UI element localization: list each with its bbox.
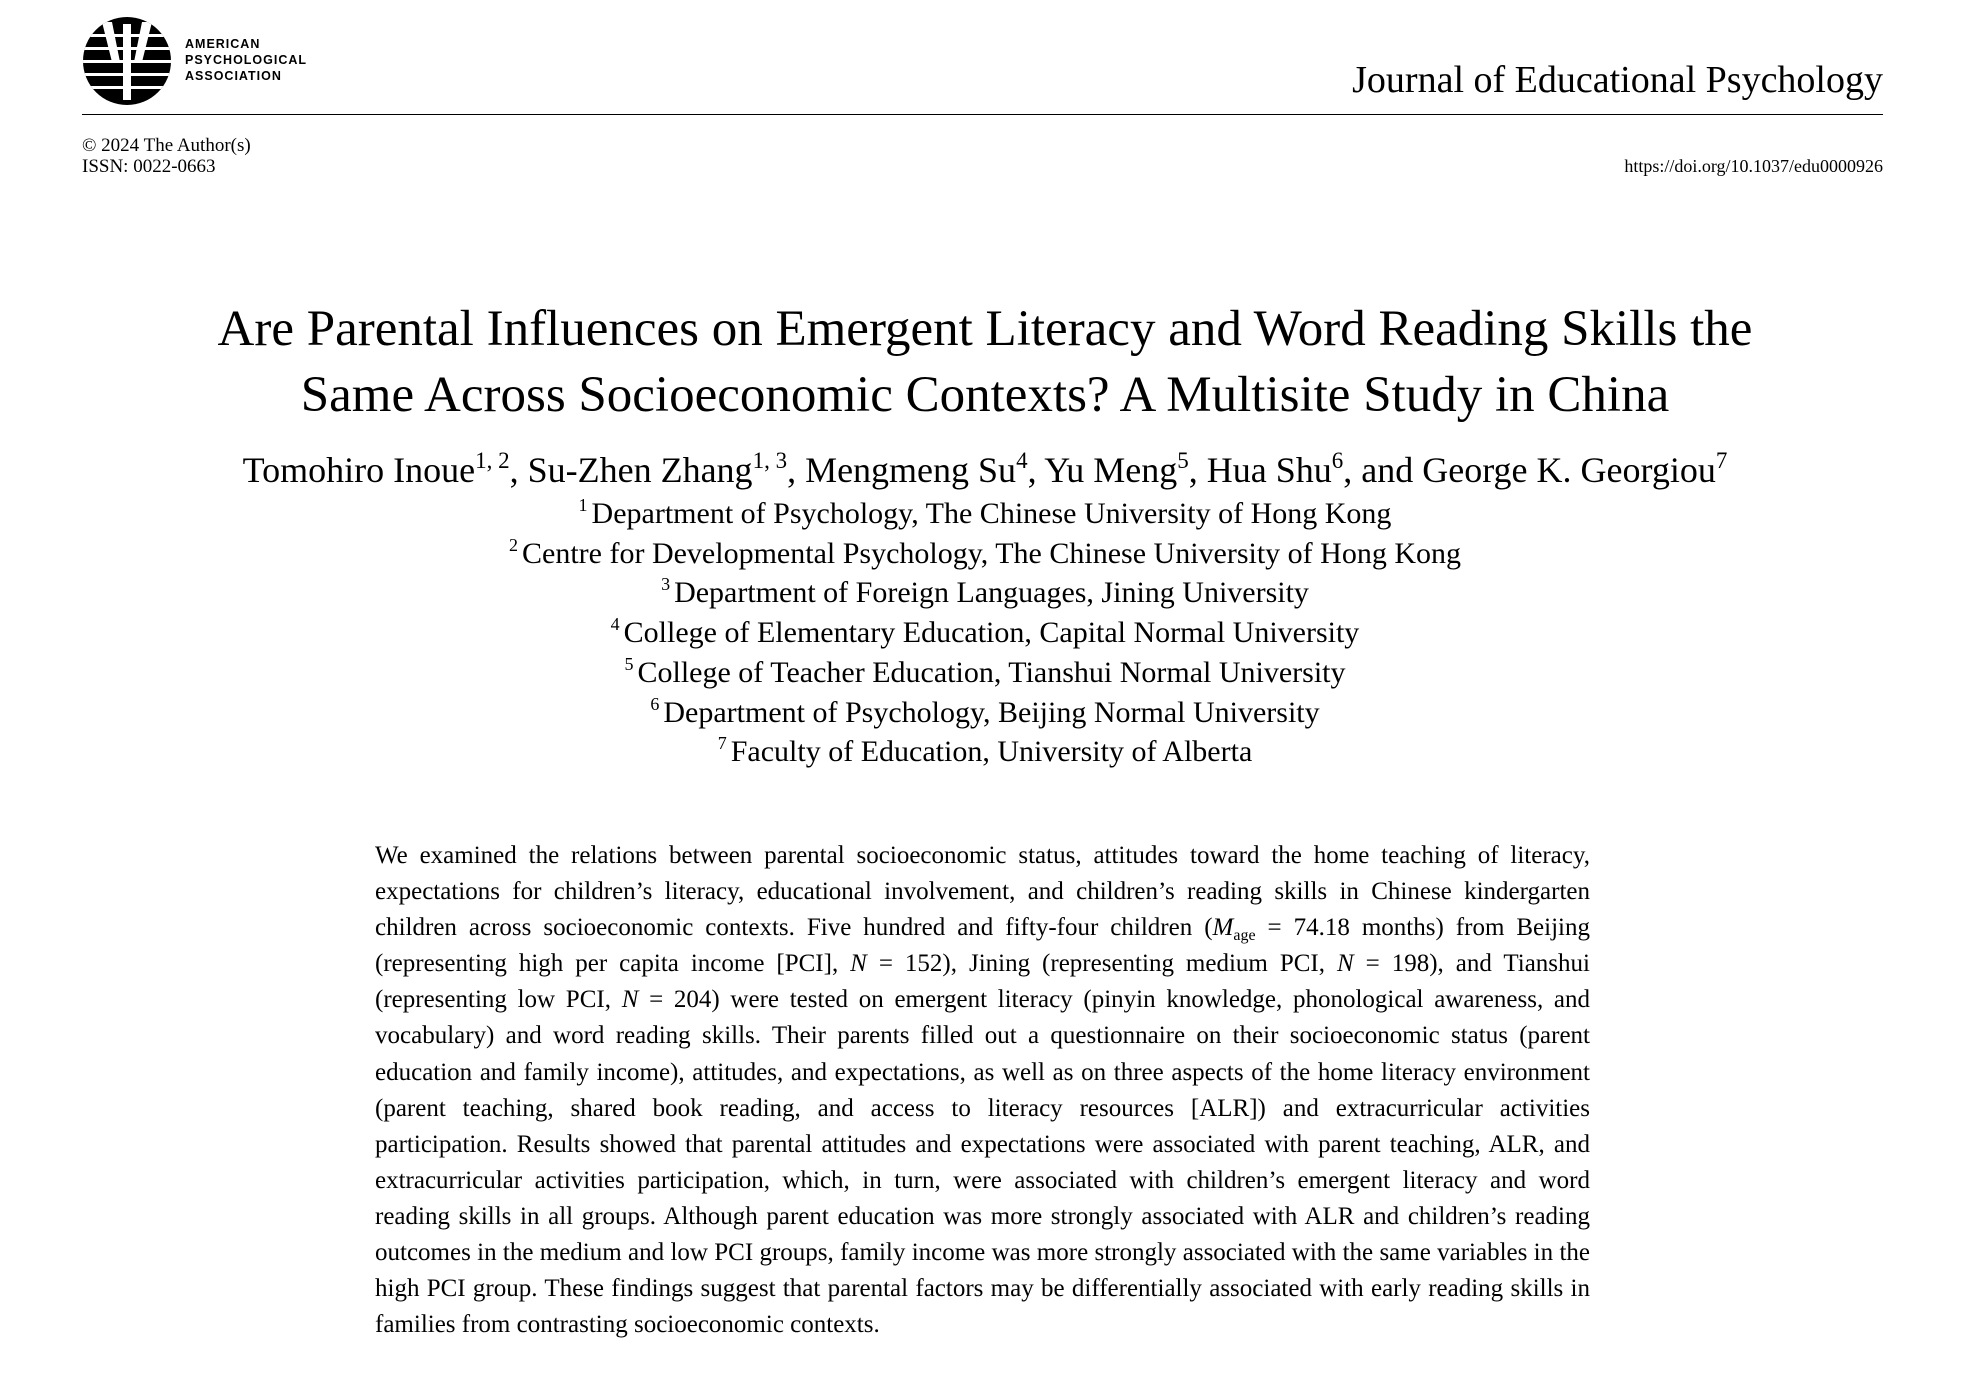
affiliation-number: 4	[610, 614, 620, 635]
publisher-name	[185, 36, 307, 84]
affiliation-item	[0, 732, 1970, 772]
affiliation-item	[0, 534, 1970, 574]
abstract-text: = 204) were tested on emergent literacy (pinyin knowledge, phonological awareness, and vocabulary) and word reading skills. Their parents filled out a questionnaire on their socioeconomic status (parent education and family income), attitudes, and expectations, as well as on three aspects of the home literacy environment (parent teaching, shared book reading, and access to literacy resources [ALR]) and extracurricular activities participation. Results showed that parental attitudes and expectations were associated with parent teaching, ALR, and extracurricular activities participation, which, in turn, were associated with children’s emergent literacy and word reading skills in all groups. Although parent education was more strongly associated with ALR and children’s reading outcomes in the medium and low PCI groups, family income was more strongly associated with the same variables in the high PCI group. These findings suggest that parental factors may be differentially associated with early reading skills in families from contrasting socioeconomic contexts.	[375, 986, 1590, 1339]
article-title-line: Same Across Socioeconomic Contexts? A Multisite Study in China	[300, 367, 1670, 424]
publisher-name-line: ASSOCIATION	[185, 69, 282, 83]
author-name: Su-Zhen Zhang	[527, 450, 753, 490]
author-affiliation-ref: 6	[1331, 448, 1344, 473]
sample-size-symbol: N	[850, 950, 867, 978]
header-divider	[82, 114, 1883, 115]
author-name: Hua Shu	[1206, 450, 1332, 490]
publisher-logo	[82, 16, 332, 106]
author-separator: ,	[509, 450, 528, 490]
author-affiliation-ref: 7	[1715, 448, 1728, 473]
publisher-name-line: PSYCHOLOGICAL	[185, 53, 308, 67]
abstract-text: = 198), and Tianshui (representing low PCI,	[375, 950, 1590, 1014]
affiliation-item	[0, 573, 1970, 613]
author-affiliation-ref: 1, 2	[475, 448, 510, 473]
issn: ISSN: 0022-0663	[82, 156, 216, 177]
abstract-text: = 152), Jining (representing medium PCI,	[866, 950, 1337, 978]
affiliation-number: 6	[650, 693, 660, 714]
affiliation-text: Department of Foreign Languages, Jining University	[674, 576, 1309, 610]
author-affiliation-ref: 5	[1177, 448, 1189, 473]
sample-size-symbol: N	[621, 986, 639, 1014]
author-separator: ,	[1027, 450, 1045, 490]
affiliation-item	[0, 653, 1970, 693]
sample-size-symbol: N	[1336, 950, 1354, 978]
affiliation-item	[0, 693, 1970, 733]
affiliation-item	[0, 613, 1970, 653]
affiliation-list	[0, 494, 1970, 772]
affiliation-number: 5	[624, 653, 634, 674]
mean-symbol: M	[1212, 914, 1234, 942]
affiliation-text: College of Elementary Education, Capital Normal University	[623, 616, 1360, 650]
author-affiliation-ref: 4	[1016, 448, 1028, 473]
author-separator: , and	[1343, 450, 1423, 490]
publication-meta	[82, 135, 251, 177]
author-name: Mengmeng Su	[805, 450, 1017, 490]
affiliation-text: College of Teacher Education, Tianshui Normal University	[637, 655, 1346, 689]
journal-name: Journal of Educational Psychology	[1352, 59, 1883, 101]
author-separator: ,	[787, 450, 806, 490]
author-name: Yu Meng	[1044, 450, 1178, 490]
affiliation-item	[0, 494, 1970, 534]
doi-link[interactable]: https://doi.org/10.1037/edu0000926	[1624, 156, 1883, 176]
mean-subscript: age	[1233, 927, 1256, 945]
abstract-text: = 74.18 months) from Beijing (representing high per capita income [PCI],	[375, 914, 1590, 978]
affiliation-text: Faculty of Education, University of Alberta	[730, 735, 1253, 769]
affiliation-number: 7	[717, 733, 727, 754]
affiliation-text: Centre for Developmental Psychology, The Chinese University of Hong Kong	[522, 536, 1461, 570]
affiliation-text: Department of Psychology, Beijing Normal University	[663, 695, 1320, 729]
publisher-name-line: AMERICAN	[185, 37, 261, 51]
abstract-text: We examined the relations between parental socioeconomic status, attitudes toward the home teaching of literacy, expectations for children’s literacy, educational involvement, and children’s reading skills in Chinese kindergarten children across socioeconomic contexts. Five hundred and fifty-four children (	[375, 842, 1590, 942]
author-separator: ,	[1188, 450, 1207, 490]
article-title-line: Are Parental Influences on Emergent Literacy and Word Reading Skills the	[217, 301, 1753, 358]
affiliation-text: Department of Psychology, The Chinese University of Hong Kong	[591, 497, 1392, 530]
abstract	[375, 838, 1590, 1343]
affiliation-number: 1	[578, 495, 588, 515]
copyright-notice: © 2024 The Author(s)	[82, 135, 251, 156]
apa-logo-icon	[82, 16, 172, 106]
affiliation-number: 3	[661, 574, 671, 595]
author-list	[0, 448, 1970, 492]
author-affiliation-ref: 1, 3	[752, 448, 788, 473]
author-name: George K. Georgiou	[1422, 450, 1716, 490]
affiliation-number: 2	[509, 534, 518, 555]
author-name: Tomohiro Inoue	[242, 450, 476, 490]
article-title	[80, 296, 1890, 428]
